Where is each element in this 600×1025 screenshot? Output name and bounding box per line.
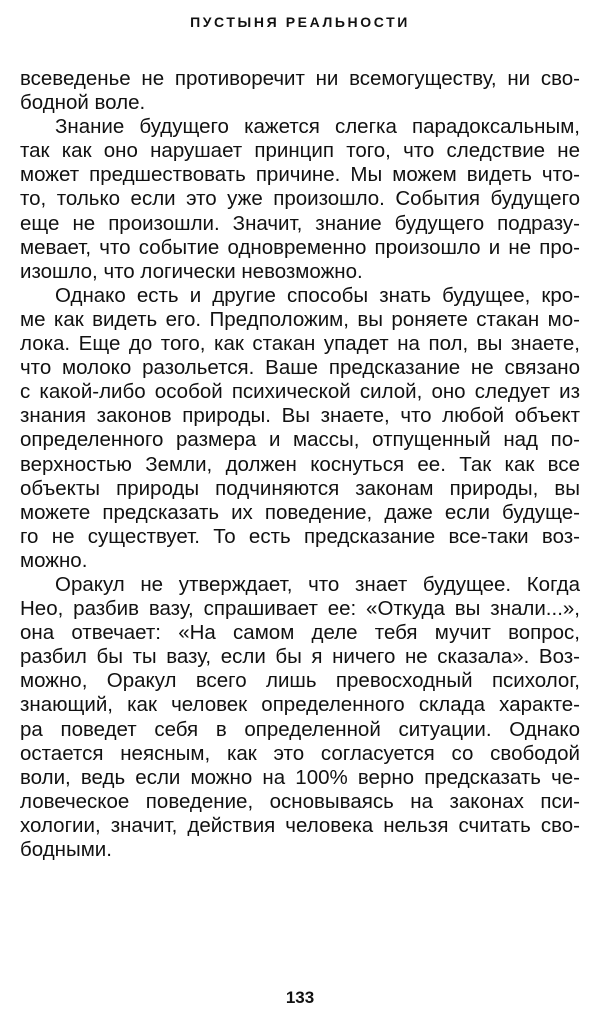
text-line: изошло, что логически невозможно. [20,259,363,283]
text-line: бодными. [20,838,112,861]
text-line: го не существует. То есть предсказание все-таки воз- [20,524,580,548]
text-line: с какой-либо особой психической силой, оно следует из [20,380,580,404]
paragraph [20,115,580,284]
body-text [20,67,580,862]
text-line: может предшествовать причине. Мы можем видеть что- [20,163,580,187]
text-line: всеведенье не противоречит ни всемогуществу, ни сво- [20,67,580,90]
text-line: ловеческое поведение, основываясь на законах пси- [20,789,580,813]
text-line: разбил бы ты вазу, если бы я ничего не сказала». Воз- [20,645,580,669]
paragraph [20,573,580,862]
paragraph-continued [20,67,580,115]
text-line: то, только если это уже произошло. События будущего [20,187,580,211]
text-line: еще не произошли. Значит, знание будущего подразу- [20,211,580,235]
text-line: можно. [20,548,88,572]
text-line: воли, ведь если можно на 100% верно предсказать че- [20,765,580,789]
text-line: можно, Оракул всего лишь превосходный психолог, [20,669,580,693]
text-line: ра поведет себя в определенной ситуации. Однако [20,717,580,741]
text-line: Знание будущего кажется слегка парадоксальным, [55,115,580,139]
paragraph [20,284,580,573]
text-line: можете предсказать их поведение, даже если будуще- [20,500,580,524]
text-line: что молоко разольется. Ваше предсказание не связано [20,356,580,380]
text-line: знающий, как человек определенного склада характе- [20,693,580,717]
running-head: ПУСТЫНЯ РЕАЛЬНОСТИ [190,14,410,30]
text-line: ме как видеть его. Предположим, вы роняете стакан мо- [20,307,580,331]
text-line: она отвечает: «На самом деле тебя мучит вопрос, [20,621,580,645]
text-line: остается неясным, как это согласуется со свободой [20,741,580,765]
text-line: верхностью Земли, должен коснуться ее. Так как все [20,452,580,476]
text-line: определенного размера и массы, отпущенный над по- [20,428,580,452]
text-line: Нео, разбив вазу, спрашивает ее: «Откуда вы знали...», [20,597,580,621]
text-line: лока. Еще до того, как стакан упадет на пол, вы знаете, [20,332,580,356]
text-line: Оракул не утверждает, что знает будущее. Когда [55,572,580,596]
text-line: так как оно нарушает принцип того, что следствие не [20,139,580,163]
text-line: бодной воле. [20,91,146,115]
text-line: объекты природы подчиняются законам природы, вы [20,476,580,500]
text-line: мевает, что событие одновременно произошло и не про- [20,235,580,259]
text-line: Однако есть и другие способы знать будущее, кро- [55,283,580,307]
page-number: 133 [285,988,315,1007]
text-line: хологии, значит, действия человека нельзя считать сво- [20,813,580,837]
text-line: знания законов природы. Вы знаете, что любой объект [20,404,580,428]
